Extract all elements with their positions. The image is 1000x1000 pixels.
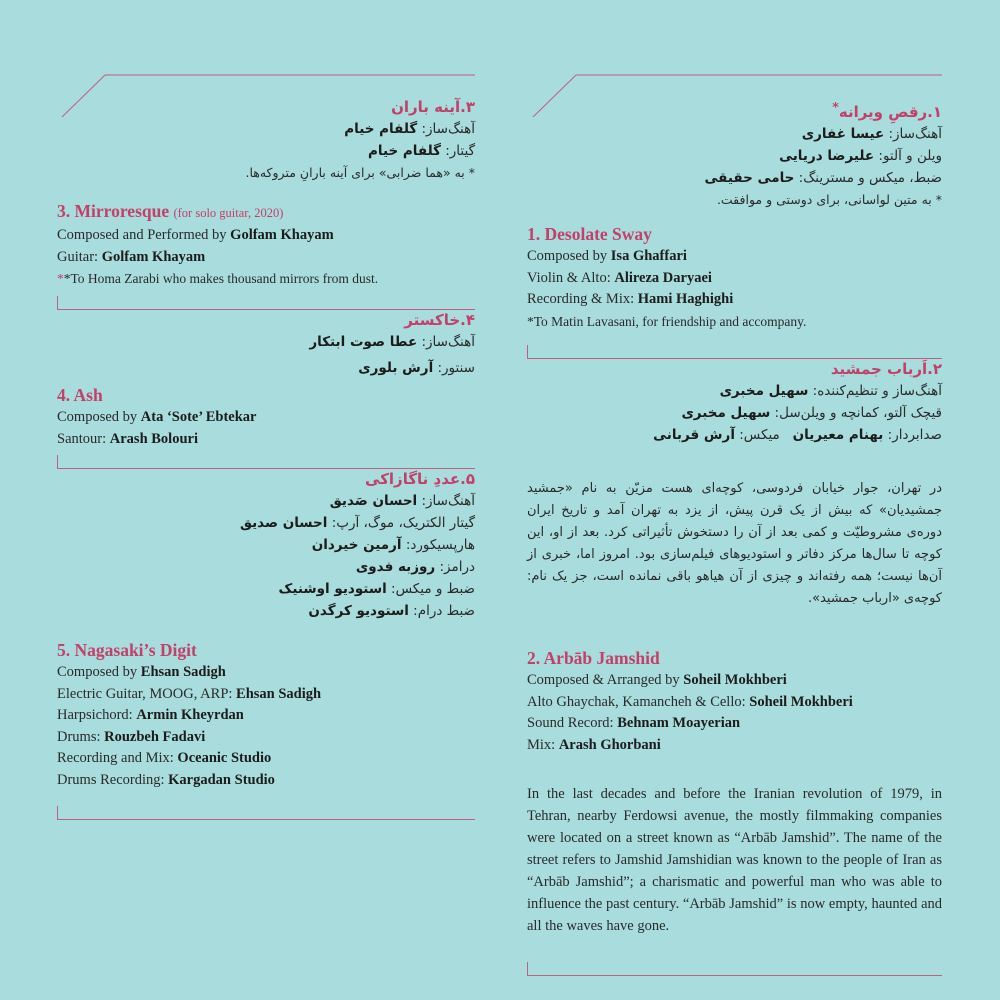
track-5-english — [57, 638, 475, 791]
credit-line: ویلن و آلتو: علیرضا دریایی — [779, 148, 942, 164]
section-divider — [57, 806, 475, 820]
track-2-en-story: In the last decades and before the Iranian revolution of 1979, in Tehran, nearby Ferdowsi avenue, the mostly filmmaking companies were located on a street known as “Arbāb Jamshid”. The name of the street refers to Jamshid Jamshidian was known to the people of Iran as “Arbāb Jamshid”; a charismatic and powerful man who was able to influence the past century. “Arbāb Jamshid” is now empty, haunted and all the waves have gone. — [527, 786, 942, 934]
credit-line: Sound Record: Behnam Moayerian — [527, 715, 741, 731]
credit-line: درامز: روزبه فدوی — [355, 559, 475, 575]
dedication-note: *To Matin Lavasani, for friendship and accompany. — [527, 313, 807, 329]
dedication-note: * به متین لواسانی، برای دوستی و موافقت. — [716, 192, 942, 207]
track-3-fa-title: ۳.آینه باران — [391, 98, 475, 116]
track-1-fa-title: ۱.رقصِ ویرانه* — [832, 99, 942, 121]
track-4-persian — [57, 309, 475, 379]
credit-line: Drums Recording: Kargadan Studio — [57, 771, 275, 788]
credit-line: Harpsichord: Armin Kheyrdan — [57, 707, 244, 723]
track-3-english — [57, 199, 475, 290]
credit-line: Composed by Ehsan Sadigh — [57, 664, 226, 680]
credit-line: Composed & Arranged by Soheil Mokhberi — [527, 672, 787, 688]
track-1-en-title: 1. Desolate Sway — [527, 224, 652, 244]
section-divider — [57, 296, 475, 310]
credit-line: سنتور: آرش بلوری — [358, 360, 475, 376]
track-2-en-title: 2. Arbāb Jamshid — [527, 648, 660, 668]
credit-line: گیتار: گلفام خیام — [368, 143, 475, 159]
credit-line: ضبط، میکس و مسترینگ: حامی حقیقی — [704, 170, 942, 186]
credit-line: Alto Ghaychak, Kamancheh & Cello: Soheil Mokhberi — [527, 693, 853, 710]
track-4-en-title: 4. Ash — [57, 385, 103, 405]
track-5-fa-title: ۵.عددِ ناگازاکی — [365, 470, 475, 488]
track-4-fa-title: ۴.خاکستر — [404, 311, 475, 329]
track-2-persian — [527, 358, 942, 446]
track-3-persian — [57, 96, 475, 184]
credit-line: Composed and Performed by Golfam Khayam — [57, 227, 334, 243]
track-1-english — [527, 222, 942, 332]
track-2-fa-story: در تهران، جوار خیابان فردوسی، کوچه‌ای هست مزیّن به نام «جمشید جمشیدیان» که بیش از یک قرن پیش، از یزد به تهران آمد و تاریخ ایران دوره‌ی مشروطیّت و کمی بعد از آن را دستخوش تأثیراتی کرد. بعد از او، این کوچه تا سال‌ها مرکز دفاتر و استودیوهای فیلم‌سازی بود. امروز اما، خبری از آن‌ها نیست؛ همه رفته‌اند و چیزی از آن هیاهو باقی نمانده است، جز یک نام: کوچه‌ی «ارباب جمشید». — [527, 481, 942, 606]
credit-line: Recording and Mix: Oceanic Studio — [57, 750, 272, 766]
dedication-note: * به «هما ضرابی» برای آینه بارانِ متروکه‌ها. — [245, 165, 475, 180]
credit-line: Drums: Rouzbeh Fadavi — [57, 728, 206, 745]
section-divider — [57, 455, 475, 469]
track-2-fa-title: ۲.اَرباب جمشید — [830, 360, 942, 378]
credit-line: Composed by Isa Ghaffari — [527, 248, 687, 264]
credit-line: Guitar: Golfam Khayam — [57, 248, 206, 265]
credit-line: Santour: Arash Bolouri — [57, 430, 198, 447]
track-2-english — [527, 646, 942, 756]
dedication-note: **To Homa Zarabi who makes thousand mirrors from dust. — [57, 271, 379, 286]
credit-line: هارپسیکورد: آرمین خیردان — [311, 537, 475, 553]
track-5-persian — [57, 468, 475, 622]
credit-line: آهنگ‌ساز: گلفام خیام — [344, 121, 475, 137]
track-1-persian — [527, 96, 942, 211]
credit-line: ضبط درام: استودیو کرگدن — [308, 603, 475, 619]
credit-line: آهنگ‌ساز و تنظیم‌کننده: سهیل مخبری — [719, 383, 942, 399]
credit-line: Composed by Ata ‘Sote’ Ebtekar — [57, 409, 257, 425]
credit-line: گیتار الکتریک، موگ، آرپ: احسان صدیق — [239, 515, 475, 531]
credit-line: ضبط و میکس: استودیو اوشنیک — [278, 581, 475, 597]
track-4-english — [57, 383, 475, 450]
credit-line: قیچک آلتو، کمانچه و ویلن‌سل: سهیل مخبری — [681, 405, 942, 421]
credit-line: Recording & Mix: Hami Haghighi — [527, 291, 734, 307]
credit-line: آهنگ‌ساز: عیسا غفاری — [801, 126, 942, 142]
credit-line: Mix: Arash Ghorbani — [527, 736, 661, 753]
credit-line: آهنگ‌ساز: عطا صوت ابتکار — [309, 334, 475, 350]
section-divider — [527, 345, 942, 359]
section-divider — [527, 962, 942, 976]
credit-line: Violin & Alto: Alireza Daryaei — [527, 269, 712, 286]
credit-line: آهنگ‌ساز: احسان صَدیق — [329, 493, 475, 509]
track-5-en-title: 5. Nagasaki’s Digit — [57, 640, 197, 660]
track-3-en-title: 3. Mirroresque (for solo guitar, 2020) — [57, 201, 284, 221]
credit-line: صدابردار: بهنام معیریان میکس: آرش قربانی — [653, 427, 942, 443]
credit-line: Electric Guitar, MOOG, ARP: Ehsan Sadigh — [57, 685, 322, 702]
